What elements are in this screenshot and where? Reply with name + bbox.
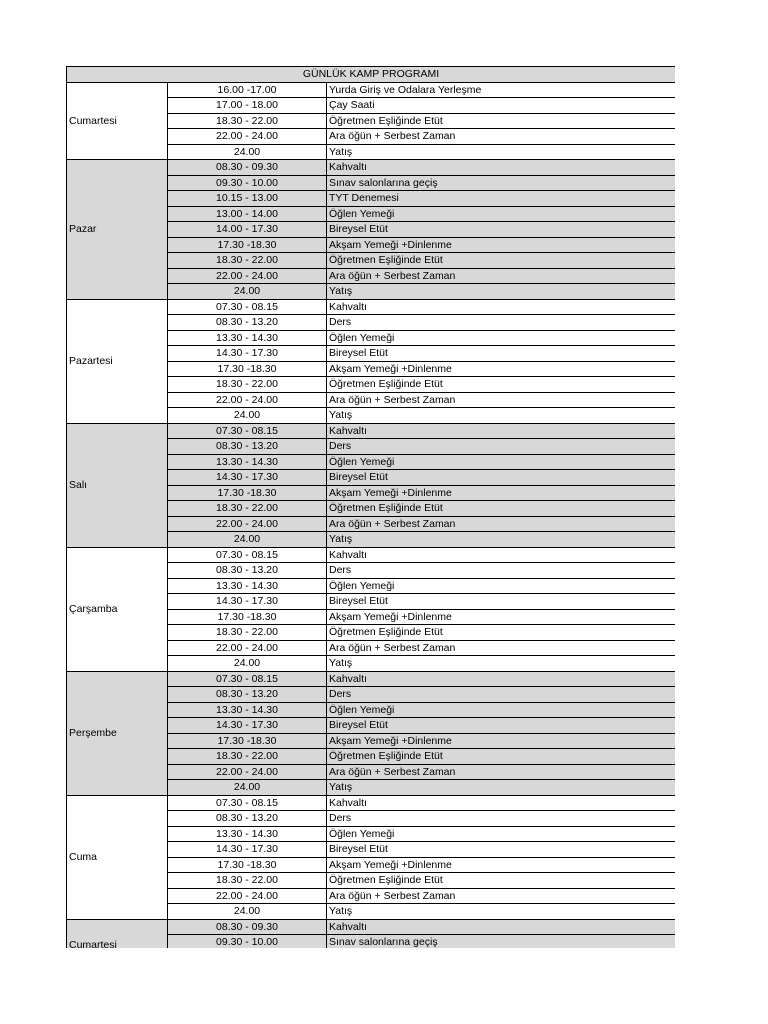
activity-cell: Öğlen Yemeği <box>327 206 676 222</box>
activity-cell: Kahvaltı <box>327 299 676 315</box>
activity-cell: Öğlen Yemeği <box>327 330 676 346</box>
time-cell: 13.30 - 14.30 <box>168 702 327 718</box>
activity-cell: Bireysel Etüt <box>327 842 676 858</box>
activity-cell: Öğretmen Eşliğinde Etüt <box>327 253 676 269</box>
time-cell: 18.30 - 22.00 <box>168 873 327 889</box>
time-cell: 17.00 - 18.00 <box>168 98 327 114</box>
day-group <box>67 919 676 948</box>
activity-cell: Akşam Yemeği +Dinlenme <box>327 857 676 873</box>
time-cell: 08.30 - 09.30 <box>168 160 327 176</box>
time-cell: 14.30 - 17.30 <box>168 842 327 858</box>
activity-cell: Akşam Yemeği +Dinlenme <box>327 361 676 377</box>
activity-cell: Ara öğün + Serbest Zaman <box>327 392 676 408</box>
table-row <box>67 299 676 315</box>
time-cell: 08.30 - 13.20 <box>168 687 327 703</box>
activity-cell: Akşam Yemeği +Dinlenme <box>327 237 676 253</box>
activity-cell: Yatış <box>327 780 676 796</box>
schedule-sheet <box>66 66 675 948</box>
activity-cell: Öğlen Yemeği <box>327 578 676 594</box>
table-row <box>67 795 676 811</box>
day-group <box>67 160 676 300</box>
activity-cell: Ara öğün + Serbest Zaman <box>327 268 676 284</box>
time-cell: 10.15 - 13.00 <box>168 191 327 207</box>
activity-cell: Akşam Yemeği +Dinlenme <box>327 485 676 501</box>
time-cell: 17.30 -18.30 <box>168 857 327 873</box>
time-cell: 22.00 - 24.00 <box>168 640 327 656</box>
time-cell: 18.30 - 22.00 <box>168 377 327 393</box>
activity-cell: Ders <box>327 315 676 331</box>
day-group <box>67 423 676 547</box>
time-cell: 17.30 -18.30 <box>168 361 327 377</box>
time-cell: 18.30 - 22.00 <box>168 253 327 269</box>
activity-cell: Kahvaltı <box>327 423 676 439</box>
activity-cell: Öğretmen Eşliğinde Etüt <box>327 749 676 765</box>
activity-cell: Yatış <box>327 656 676 672</box>
activity-cell: Ara öğün + Serbest Zaman <box>327 129 676 145</box>
time-cell: 24.00 <box>168 532 327 548</box>
activity-cell: Bireysel Etüt <box>327 222 676 238</box>
time-cell: 08.30 - 13.20 <box>168 439 327 455</box>
day-name-cell: Salı <box>67 423 168 547</box>
time-cell: 14.00 - 17.30 <box>168 222 327 238</box>
activity-cell: Yatış <box>327 408 676 424</box>
activity-cell: Sınav salonlarına geçiş <box>327 935 676 949</box>
activity-cell: Akşam Yemeği +Dinlenme <box>327 609 676 625</box>
activity-cell: Yatış <box>327 904 676 920</box>
table-row <box>67 919 676 935</box>
time-cell: 14.30 - 17.30 <box>168 718 327 734</box>
time-cell: 18.30 - 22.00 <box>168 501 327 517</box>
time-cell: 07.30 - 08.15 <box>168 795 327 811</box>
activity-cell: Öğretmen Eşliğinde Etüt <box>327 113 676 129</box>
activity-cell: Ders <box>327 811 676 827</box>
time-cell: 24.00 <box>168 284 327 300</box>
activity-cell: Ara öğün + Serbest Zaman <box>327 888 676 904</box>
activity-cell: Ara öğün + Serbest Zaman <box>327 516 676 532</box>
activity-cell: Yatış <box>327 284 676 300</box>
day-name-cell: Pazar <box>67 160 168 300</box>
activity-cell: Öğretmen Eşliğinde Etüt <box>327 501 676 517</box>
table-row <box>67 547 676 563</box>
time-cell: 13.30 - 14.30 <box>168 454 327 470</box>
activity-cell: Kahvaltı <box>327 160 676 176</box>
time-cell: 08.30 - 13.20 <box>168 811 327 827</box>
activity-cell: Ara öğün + Serbest Zaman <box>327 764 676 780</box>
time-cell: 18.30 - 22.00 <box>168 113 327 129</box>
time-cell: 14.30 - 17.30 <box>168 470 327 486</box>
activity-cell: Bireysel Etüt <box>327 470 676 486</box>
table-row <box>67 160 676 176</box>
day-group <box>67 795 676 919</box>
time-cell: 13.00 - 14.00 <box>168 206 327 222</box>
time-cell: 16.00 -17.00 <box>168 82 327 98</box>
activity-cell: Ders <box>327 563 676 579</box>
time-cell: 08.30 - 09.30 <box>168 919 327 935</box>
time-cell: 22.00 - 24.00 <box>168 392 327 408</box>
time-cell: 09.30 - 10.00 <box>168 935 327 949</box>
time-cell: 24.00 <box>168 656 327 672</box>
time-cell: 24.00 <box>168 904 327 920</box>
activity-cell: Akşam Yemeği +Dinlenme <box>327 733 676 749</box>
time-cell: 22.00 - 24.00 <box>168 268 327 284</box>
time-cell: 07.30 - 08.15 <box>168 671 327 687</box>
time-cell: 08.30 - 13.20 <box>168 315 327 331</box>
activity-cell: Ara öğün + Serbest Zaman <box>327 640 676 656</box>
day-name-cell: Çarşamba <box>67 547 168 671</box>
time-cell: 07.30 - 08.15 <box>168 423 327 439</box>
time-cell: 17.30 -18.30 <box>168 609 327 625</box>
time-cell: 14.30 - 17.30 <box>168 346 327 362</box>
time-cell: 24.00 <box>168 144 327 160</box>
time-cell: 08.30 - 13.20 <box>168 563 327 579</box>
time-cell: 22.00 - 24.00 <box>168 764 327 780</box>
activity-cell: TYT Denemesi <box>327 191 676 207</box>
time-cell: 13.30 - 14.30 <box>168 826 327 842</box>
activity-cell: Bireysel Etüt <box>327 718 676 734</box>
schedule-table <box>66 66 675 948</box>
activity-cell: Kahvaltı <box>327 795 676 811</box>
activity-cell: Kahvaltı <box>327 547 676 563</box>
activity-cell: Öğlen Yemeği <box>327 454 676 470</box>
day-group <box>67 671 676 795</box>
time-cell: 22.00 - 24.00 <box>168 516 327 532</box>
activity-cell: Ders <box>327 439 676 455</box>
day-name-cell: Cuma <box>67 795 168 919</box>
activity-cell: Bireysel Etüt <box>327 346 676 362</box>
activity-cell: Öğretmen Eşliğinde Etüt <box>327 625 676 641</box>
time-cell: 22.00 - 24.00 <box>168 129 327 145</box>
title-row <box>67 67 676 83</box>
time-cell: 24.00 <box>168 408 327 424</box>
activity-cell: Sınav salonlarına geçiş <box>327 175 676 191</box>
day-group <box>67 299 676 423</box>
time-cell: 18.30 - 22.00 <box>168 749 327 765</box>
table-row <box>67 671 676 687</box>
day-group <box>67 82 676 160</box>
activity-cell: Öğretmen Eşliğinde Etüt <box>327 873 676 889</box>
time-cell: 18.30 - 22.00 <box>168 625 327 641</box>
time-cell: 09.30 - 10.00 <box>168 175 327 191</box>
time-cell: 13.30 - 14.30 <box>168 578 327 594</box>
activity-cell: Yatış <box>327 144 676 160</box>
time-cell: 14.30 - 17.30 <box>168 594 327 610</box>
day-name-cell: Cumartesi <box>67 919 168 948</box>
time-cell: 24.00 <box>168 780 327 796</box>
day-name-cell: Pazartesi <box>67 299 168 423</box>
time-cell: 17.30 -18.30 <box>168 733 327 749</box>
activity-cell: Kahvaltı <box>327 671 676 687</box>
time-cell: 17.30 -18.30 <box>168 485 327 501</box>
time-cell: 17.30 -18.30 <box>168 237 327 253</box>
activity-cell: Çay Saati <box>327 98 676 114</box>
activity-cell: Öğlen Yemeği <box>327 826 676 842</box>
activity-cell: Yurda Giriş ve Odalara Yerleşme <box>327 82 676 98</box>
activity-cell: Kahvaltı <box>327 919 676 935</box>
schedule-title: GÜNLÜK KAMP PROGRAMI <box>67 67 676 83</box>
time-cell: 07.30 - 08.15 <box>168 547 327 563</box>
time-cell: 07.30 - 08.15 <box>168 299 327 315</box>
time-cell: 22.00 - 24.00 <box>168 888 327 904</box>
activity-cell: Öğlen Yemeği <box>327 702 676 718</box>
activity-cell: Öğretmen Eşliğinde Etüt <box>327 377 676 393</box>
day-group <box>67 547 676 671</box>
day-name-cell: Perşembe <box>67 671 168 795</box>
day-name-cell: Cumartesi <box>67 82 168 160</box>
table-row <box>67 82 676 98</box>
activity-cell: Ders <box>327 687 676 703</box>
activity-cell: Bireysel Etüt <box>327 594 676 610</box>
time-cell: 13.30 - 14.30 <box>168 330 327 346</box>
table-row <box>67 423 676 439</box>
activity-cell: Yatış <box>327 532 676 548</box>
